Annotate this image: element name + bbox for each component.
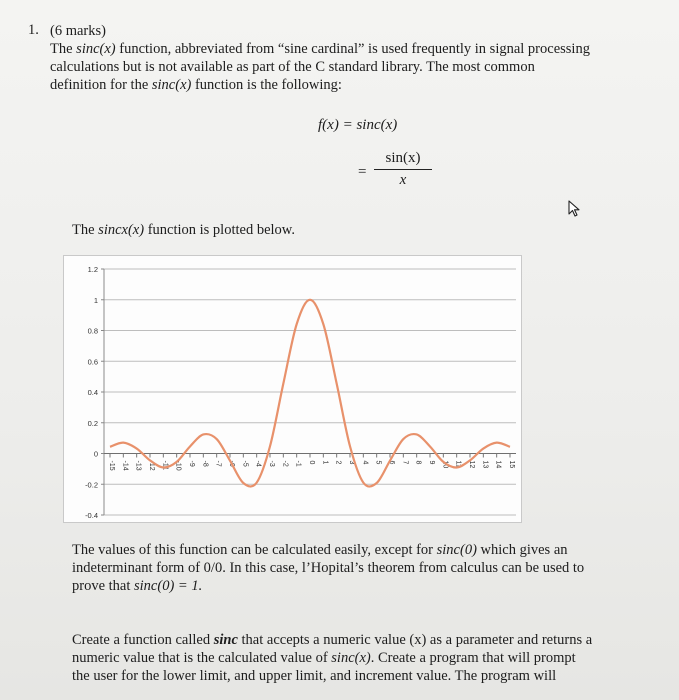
x-tick-label: 12 [468,460,475,469]
y-tick-label: 0.2 [87,418,98,428]
x-tick-label: 14 [494,460,502,469]
sinc-chart [63,255,522,523]
x-tick-label: -4 [254,460,262,467]
x-tick-label: -6 [228,460,235,467]
x-tick-label: 5 [374,460,382,465]
y-tick-label: -0.4 [85,511,98,520]
fraction [374,150,432,189]
sinc-series-line [110,300,510,487]
x-tick-label: -1 [294,460,302,467]
question-number: 1. [28,22,39,38]
sinc-zero-paragraph [72,541,652,595]
x-tick-label: 8 [414,460,422,465]
x-tick-label: -14 [121,460,129,471]
x-tick-label: -8 [201,460,209,467]
intro-line: calculations but is not available as part of the C standard library. The most common [50,59,535,75]
x-tick-label: 1 [321,460,329,465]
y-tick-label: 0.4 [87,388,98,397]
y-tick-label: 1 [93,295,98,305]
y-tick-label: 0 [93,449,98,459]
x-tick-label: 9 [428,460,435,465]
x-tick-label: -7 [214,460,222,467]
sinc-chart-plot [64,256,521,522]
x-tick-label: -9 [188,460,195,467]
x-tick-label: 2 [334,460,342,465]
paragraph-line: indeterminant form of 0/0. In this case, l’Hopital’s theorem from calculus can be used to [72,560,585,576]
paragraph-line: prove that sinc(0) = 1. [72,578,203,594]
x-tick-label: 13 [481,460,489,469]
x-tick-label: -5 [241,460,249,467]
x-tick-label: -12 [148,460,155,471]
x-tick-label: 4 [361,460,369,465]
x-tick-label: -10 [174,460,182,471]
paragraph-line: the user for the lower limit, and upper limit, and increment value. The program will [72,668,557,684]
x-tick-label: 0 [308,460,315,465]
question-intro [50,22,650,94]
x-tick-label: 10 [441,460,449,469]
x-tick-label: 11 [454,460,462,468]
marks-line: (6 marks) [50,23,106,39]
x-tick-label: 6 [388,460,395,465]
plot-caption: The sincx(x) function is plotted below. [72,222,295,238]
y-tick-label: 0.8 [87,326,98,336]
x-tick-label: 7 [401,460,409,465]
paragraph-line: Create a function called sinc that accepts a numeric value (x) as a parameter and returns a [72,632,593,648]
task-paragraph [72,631,662,685]
fraction-denominator: x [399,172,407,188]
mouse-pointer-icon [566,200,582,218]
intro-line: definition for the sinc(x) function is the following: [50,77,342,93]
intro-line: The sinc(x) function, abbreviated from “sine cardinal” is used frequently in signal processing [50,41,590,57]
y-tick-label: -0.2 [85,480,98,490]
equals-sign: = [358,164,367,180]
x-tick-label: 15 [508,460,515,469]
x-tick-label: -3 [268,460,275,467]
y-tick-label: 1.2 [87,265,98,274]
equation-definition: f(x) = sinc(x) [318,117,398,133]
x-tick-label: -2 [281,460,289,467]
paragraph-line: The values of this function can be calculated easily, except for sinc(0) which gives an [72,542,568,558]
x-tick-label: 3 [348,460,355,465]
paragraph-line: numeric value that is the calculated value of sinc(x). Create a program that will prompt [72,650,576,666]
y-tick-label: 0.6 [87,357,98,367]
fraction-numerator: sin(x) [374,150,432,170]
x-tick-label: -15 [108,460,115,471]
x-tick-label: -13 [134,460,142,471]
x-tick-label: -11 [161,460,169,471]
